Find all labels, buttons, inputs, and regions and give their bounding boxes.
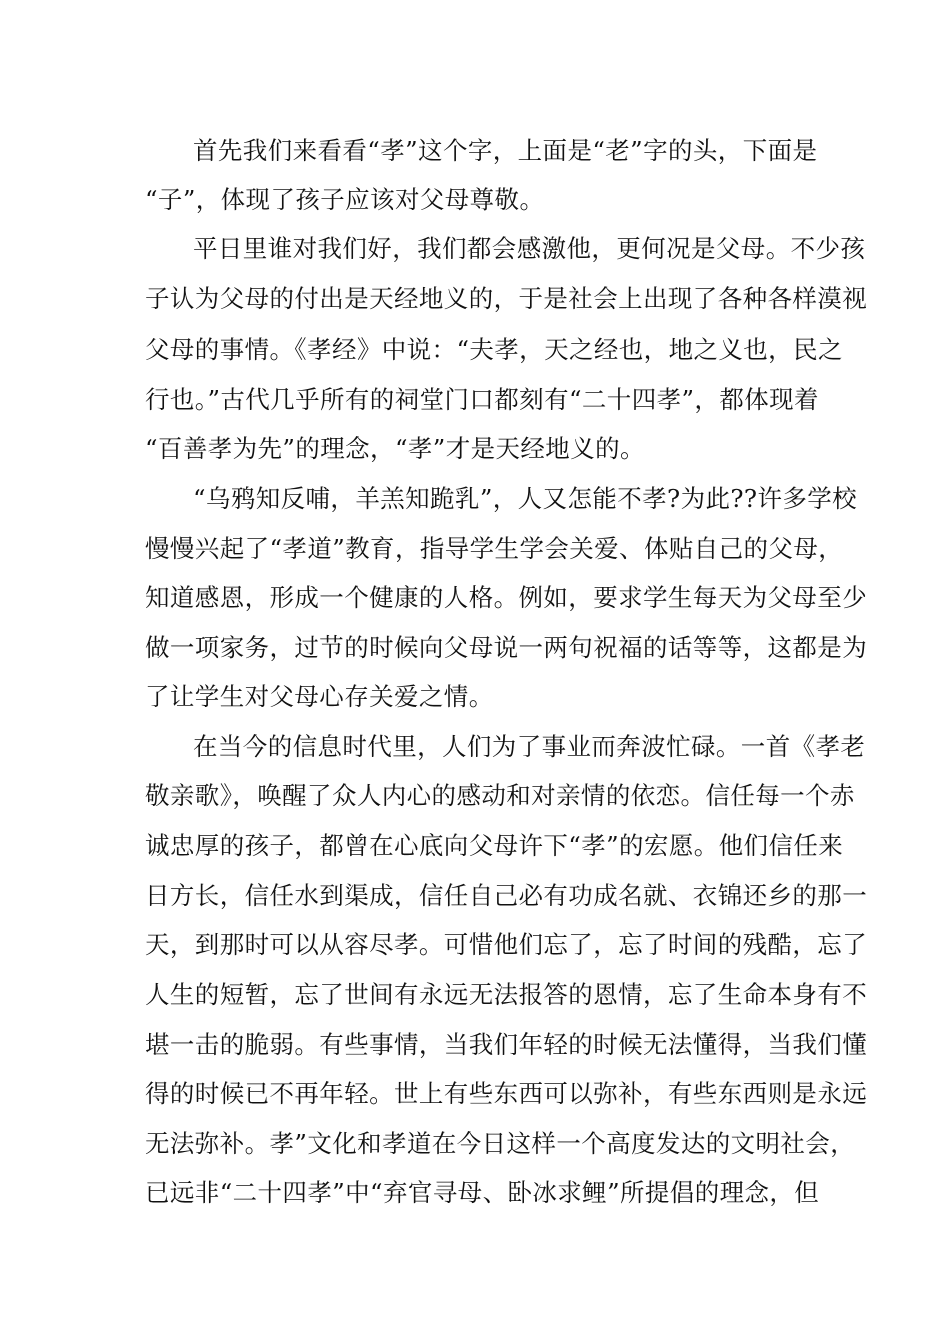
- text-line: 了让学生对父母心存关爱之情。: [145, 682, 494, 711]
- text-line: 做一项家务，过节的时候向父母说一两句祝福的话等等，这都是为: [145, 633, 868, 662]
- text-line: 已远非“二十四孝”中“弃官寻母、卧冰求鲤”所提倡的理念，但: [145, 1178, 820, 1207]
- text-line: 人生的短暂，忘了世间有永远无法报答的恩情，忘了生命本身有不: [145, 980, 868, 1009]
- text-line: 首先我们来看看“孝”这个字，上面是“老”字的头，下面是: [193, 136, 818, 165]
- text-line: 敬亲歌》，唤醒了众人内心的感动和对亲情的依恋。信任每一个赤: [145, 781, 855, 810]
- text-line: “子”，体现了孩子应该对父母尊敬。: [145, 185, 545, 214]
- text-line: 子认为父母的付出是天经地义的，于是社会上出现了各种各样漠视: [145, 284, 868, 313]
- text-line: 天，到那时可以从容尽孝。可惜他们忘了，忘了时间的残酷，忘了: [145, 930, 868, 959]
- text-line: 父母的事情。《孝经》中说：“夫孝，天之经也，地之义也，民之: [145, 335, 843, 364]
- text-line: 行也。”古代几乎所有的祠堂门口都刻有“二十四孝”，都体现着: [145, 385, 819, 414]
- text-line: 慢慢兴起了“孝道”教育，指导学生学会关爱、体贴自己的父母，: [145, 534, 844, 563]
- text-line: 堪一击的脆弱。有些事情，当我们年轻的时候无法懂得，当我们懂: [145, 1030, 868, 1059]
- text-line: 平日里谁对我们好，我们都会感激他，更何况是父母。不少孩: [193, 234, 866, 263]
- text-line: 日方长，信任水到渠成，信任自己必有功成名就、衣锦还乡的那一: [145, 881, 868, 910]
- text-line: 在当今的信息时代里，人们为了事业而奔波忙碌。一首《孝老: [193, 732, 866, 761]
- text-line: 诚忠厚的孩子，都曾在心底向父母许下“孝”的宏愿。他们信任来: [145, 831, 844, 860]
- text-line: 无法弥补。孝”文化和孝道在今日这样一个高度发达的文明社会，: [145, 1129, 856, 1158]
- text-line: “百善孝为先”的理念，“孝”才是天经地义的。: [145, 434, 645, 463]
- text-line: 知道感恩，形成一个健康的人格。例如，要求学生每天为父母至少: [145, 583, 868, 612]
- text-line: 得的时候已不再年轻。世上有些东西可以弥补，有些东西则是永远: [145, 1079, 868, 1108]
- text-line: “乌鸦知反哺，羊羔知跪乳”，人又怎能不孝?为此??许多学校: [193, 484, 858, 513]
